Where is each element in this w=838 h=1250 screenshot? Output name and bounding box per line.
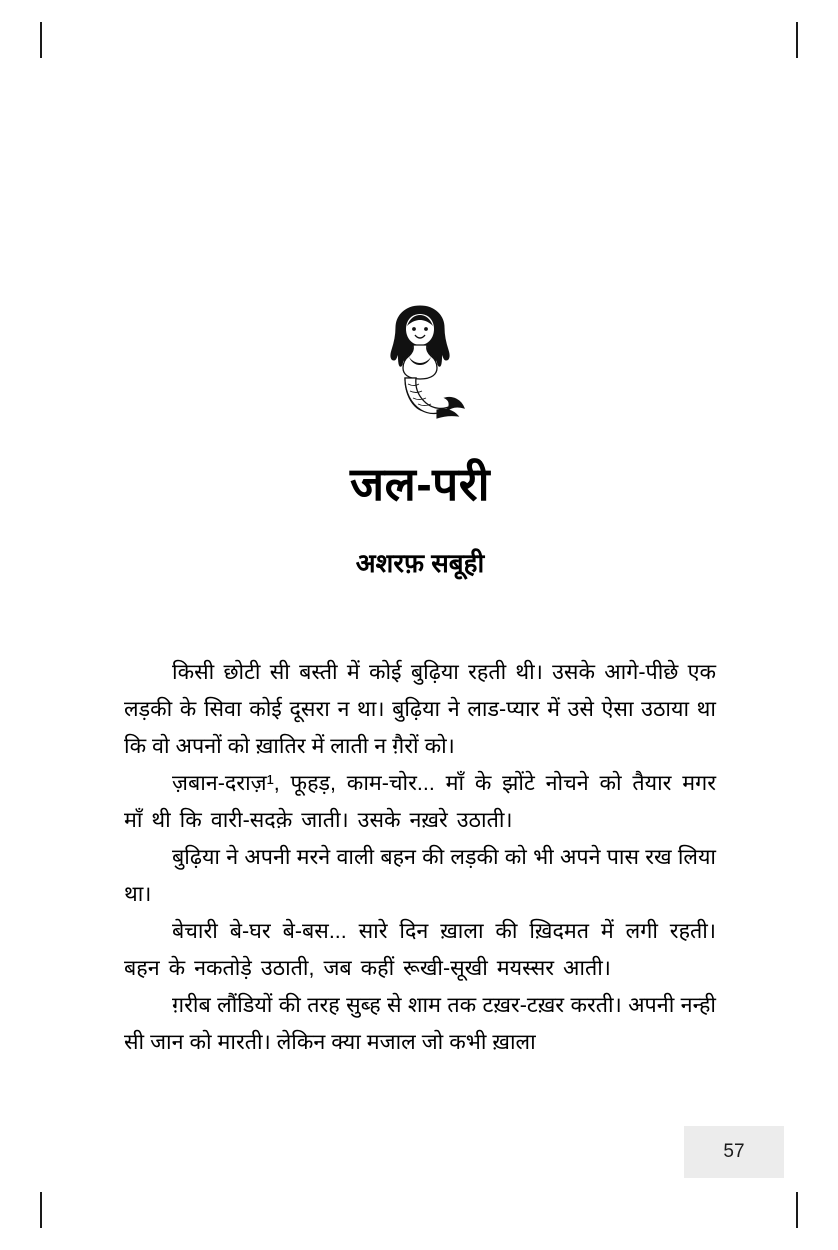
page-number: 57 [684, 1126, 784, 1178]
page-title: जल-परी [350, 458, 490, 510]
paragraph: किसी छोटी सी बस्ती में कोई बुढ़िया रहती थी। उसके आगे-पीछे एक लड़की के सिवा कोई दूसरा न था। बुढ़िया ने लाड-प्यार में उसे ऐसा उठाया था कि वो अपनों को ख़ातिर में लाती न ग़ैरों को। [124, 660, 716, 758]
mermaid-illustration-icon [360, 0, 480, 420]
paragraph: बेचारी बे-घर बे-बस... सारे दिन ख़ाला की ख़िदमत में लगी रहती। बहन के नकतोड़े उठाती, जब कहीं रूखी-सूखी मयस्सर आती। [124, 918, 716, 980]
paragraph: ज़बान-दराज़¹, फूहड़, काम-चोर... माँ के झोंटे नोचने को तैयार मगर माँ थी कि वारी-सदक़े जाती। उसके नख़रे उठाती। [124, 770, 716, 832]
crop-mark-top-right [762, 22, 798, 58]
page-content [124, 0, 716, 1250]
author-name: अशरफ़ सबूही [355, 548, 485, 578]
crop-mark-bottom-right [762, 1192, 798, 1228]
crop-mark-top-left [40, 22, 76, 58]
paragraph: बुढ़िया ने अपनी मरने वाली बहन की लड़की को भी अपने पास रख लिया था। [124, 844, 716, 906]
body-text [124, 654, 716, 1061]
crop-mark-bottom-left [40, 1192, 76, 1228]
paragraph: ग़रीब लौंडियों की तरह सुब्ह से शाम तक टख़र-टख़र करती। अपनी नन्ही सी जान को मारती। लेकिन क्या मजाल जो कभी ख़ाला [124, 992, 716, 1054]
